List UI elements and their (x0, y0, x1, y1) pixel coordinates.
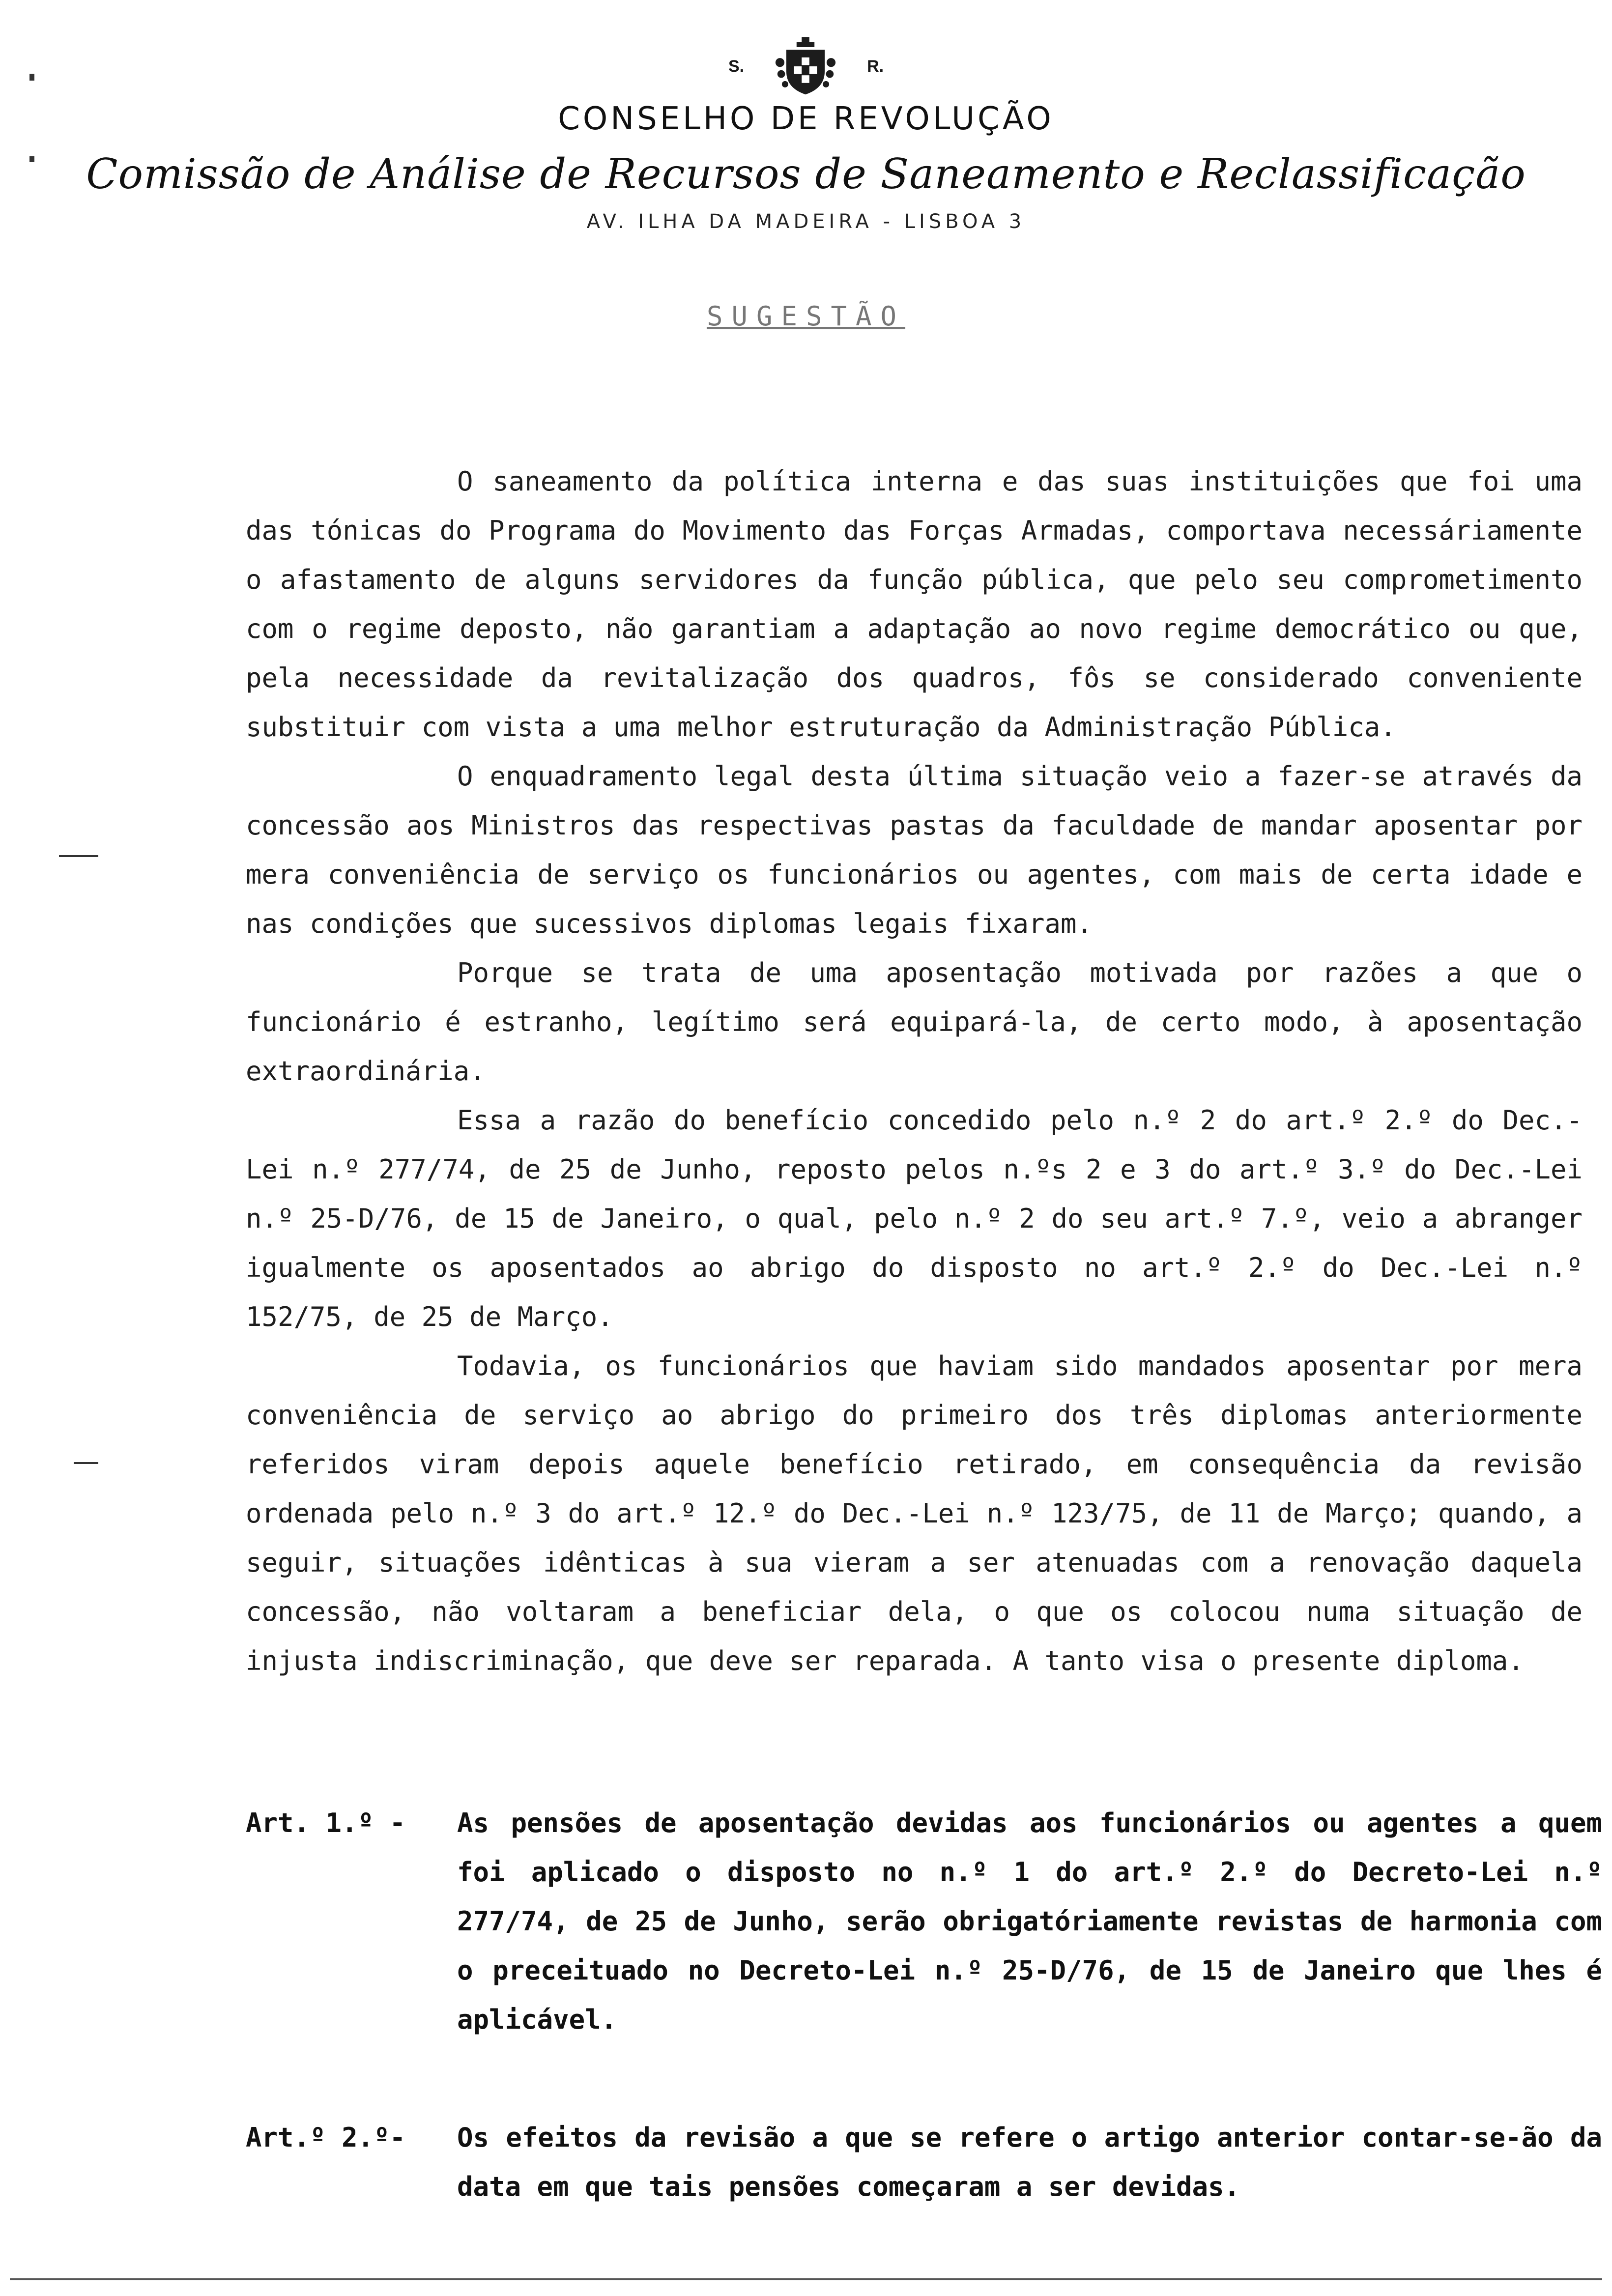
document-title: SUGESTÃO (706, 301, 906, 332)
coat-of-arms-icon (774, 34, 837, 98)
paragraph: Todavia, os funcionários que haviam sido mandados aposentar por mera conveniência de serviço ao abrigo do primeiro dos três diplomas anteriormente referidos viram depois aquele benefício retirado, em consequência da revisão ordenada pelo n.º 3 do art.º 12.º do Dec.-Lei n.º 123/75, de 11 de Março; quando, a seguir, situações idênticas à sua vieram a ser atenuadas com a renovação daquela concessão, não voltaram a beneficiar dela, o que os colocou numa situação de injusta indiscriminação, que deve ser reparada. A tanto visa o presente diploma. (246, 1350, 1583, 1676)
paragraph: Porque se trata de uma aposentação motivada por razões a que o funcionário é estranho, legítimo será equipará-la, de certo modo, à aposentação extraordinária. (246, 957, 1583, 1087)
fold-mark (74, 1462, 98, 1464)
bottom-rule (10, 2278, 1602, 2280)
paragraph: Essa a razão do benefício concedido pelo n.º 2 do art.º 2.º do Dec.-Lei n.º 277/74, de 25 de Junho, reposto pelos n.ºs 2 e 3 do art.º 3.º do Dec.-Lei n.º 25-D/76, de 15 de Janeiro, o qual, pelo n.º 2 do seu art.º 7.º, veio a abranger igualmente os aposentados ao abrigo do disposto no art.º 2.º do Dec.-Lei n.º 152/75, de 25 de Março. (246, 1105, 1583, 1332)
document-body (246, 457, 1583, 1686)
article-text: Os efeitos da revisão a que se refere o artigo anterior contar-se-ão da data em que tais pensões começaram a ser devidas. (457, 2122, 1602, 2202)
article-text: As pensões de aposentação devidas aos funcionários ou agentes a quem foi aplicado o disposto no n.º 1 do art.º 2.º do Decreto-Lei n.º 277/74, de 25 de Junho, serão obrigatóriamente revistas de harmonia com o preceituado no Decreto-Lei n.º 25-D/76, de 15 de Janeiro que lhes é aplicável. (457, 1808, 1602, 2035)
letterhead-address: AV. ILHA DA MADEIRA - LISBOA 3 (586, 210, 1026, 233)
letterhead-seal-row (639, 29, 973, 103)
paragraph: O enquadramento legal desta última situação veio a fazer-se através da concessão aos Ministros das respectivas pastas da faculdade de mandar aposentar por mera conveniência de serviço os funcionários ou agentes, com mais de certa idade e nas condições que sucessivos diplomas legais fixaram. (246, 761, 1583, 939)
council-name: CONSELHO DE REVOLUÇÃO (558, 101, 1054, 137)
article-label: Art.º 2.º- (246, 2122, 406, 2153)
paragraph: O saneamento da política interna e das suas instituições que foi uma das tónicas do Programa do Movimento das Forças Armadas, comportava necessáriamente o afastamento de alguns servidores da função pública, que pelo seu comprometimento com o regime deposto, não garantiam a adaptação ao novo regime democrático ou que, pela necessidade da revitalização dos quadros, fôs se considerado conveniente substituir com vista a uma melhor estruturação da Administração Pública. (246, 466, 1583, 743)
article-2 (246, 2113, 1602, 2211)
commission-name: Comissão de Análise de Recursos de Saneamento e Reclassificação (86, 150, 1526, 198)
initial-right: R. (867, 57, 884, 76)
article-1 (246, 1799, 1602, 2044)
fold-mark (59, 855, 98, 857)
initial-left: S. (728, 57, 745, 76)
punch-hole-mark (29, 156, 34, 162)
article-label: Art. 1.º - (246, 1808, 406, 1838)
punch-hole-mark (29, 74, 34, 81)
